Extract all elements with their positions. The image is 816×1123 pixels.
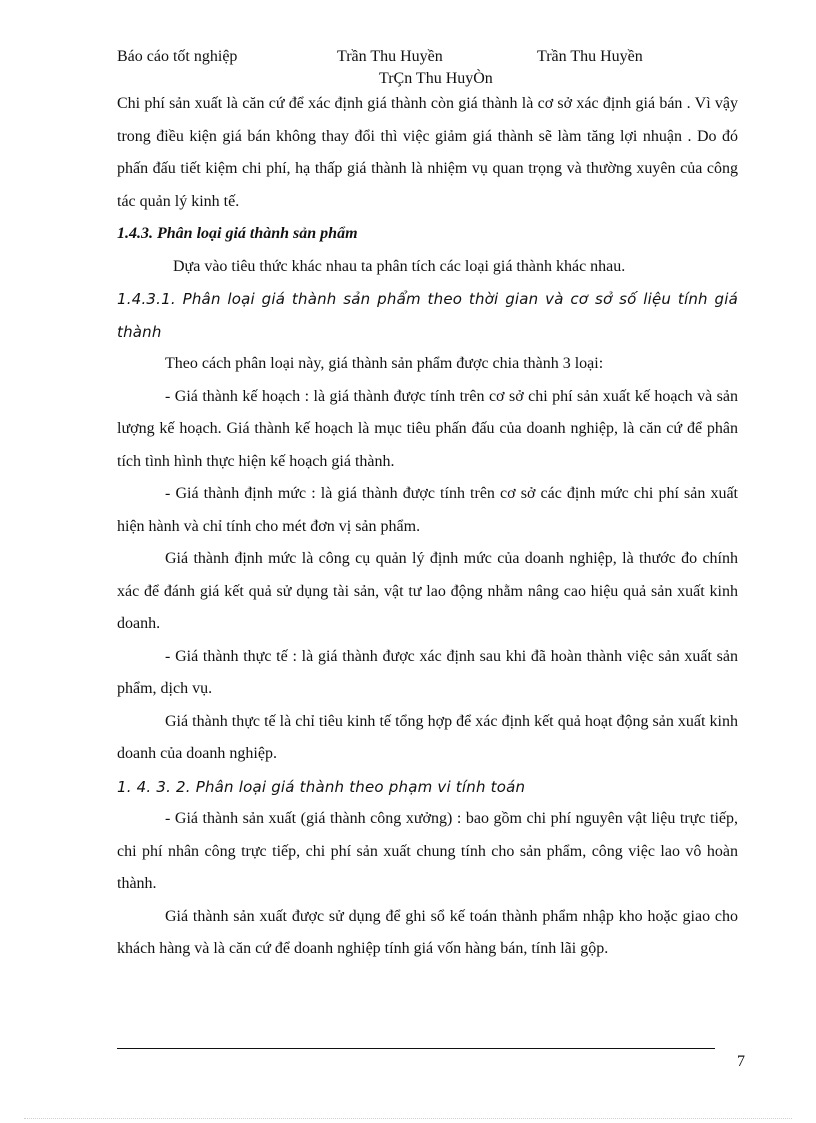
header-author-name-duplicate: Trần Thu Huyền	[537, 48, 643, 65]
paragraph-standard-cost: - Giá thành định mức : là giá thành được tính trên cơ sở các định mức chi phí sản xuất hiện hành và chỉ tính cho mét đơn vị sản phẩm.	[117, 485, 738, 535]
paragraph-actual-cost-detail: Giá thành thực tế là chỉ tiêu kinh tế tổng hợp để xác định kết quả hoạt động sản xuất kinh doanh của doanh nghiệp.	[117, 712, 738, 762]
paragraph-production-cost-usage: Giá thành sản xuất được sử dụng để ghi sổ kế toán thành phẩm nhập kho hoặc giao cho khách hàng và là căn cứ để doanh nghiệp tính giá vốn hàng bán, tính lãi gộp.	[117, 907, 738, 957]
paragraph-planned-cost: - Giá thành kế hoạch : là giá thành được tính trên cơ sở chi phí sản xuất kế hoạch và sản lượng kế hoạch. Giá thành kế hoạch là mục tiêu phấn đấu của doanh nghiệp, là căn cứ để phân tích tình hình thực hiện kế hoạch giá thành.	[117, 387, 738, 470]
paragraph-basis: Dựa vào tiêu thức khác nhau ta phân tích các loại giá thành khác nhau.	[173, 257, 626, 275]
header-report-title: Báo cáo tốt nghiệp	[117, 48, 238, 65]
paragraph-standard-cost-detail: Giá thành định mức là công cụ quản lý định mức của doanh nghiệp, là thước đo chính xác để đánh giá kết quả sử dụng tài sản, vật tư lao động nhằm nâng cao hiệu quả sản xuất kinh doanh.	[117, 550, 738, 632]
page-number: 7	[737, 1053, 745, 1070]
paragraph-intro: Chi phí sản xuất là căn cứ để xác định giá thành còn giá thành là cơ sở xác định giá bán . Vì vậy trong điều kiện giá bán không thay đổi thì việc giảm giá thành sẽ làm tăng lợi nhuận . Do đó phấn đấu tiết kiệm chi phí, hạ thấp giá thành là nhiệm vụ quan trọng và thường xuyên của công tác quản lý kinh tế.	[117, 95, 738, 210]
paragraph-classification: Theo cách phân loại này, giá thành sản phẩm được chia thành 3 loại:	[165, 355, 604, 372]
footer-divider	[117, 1048, 715, 1049]
section-heading-1-4-3: 1.4.3. Phân loại giá thành sản phẩm	[117, 225, 358, 242]
header-author-name-garbled: TrÇn Thu HuyÒn	[379, 70, 493, 87]
subsection-heading-1-4-3-2: 1. 4. 3. 2. Phân loại giá thành theo phạm vi tính toán	[117, 777, 526, 796]
paragraph-production-cost: - Giá thành sản xuất (giá thành công xưởng) : bao gồm chi phí nguyên vật liệu trực tiếp, chi phí nhân công trực tiếp, chi phí sản xuất chung tính cho sản phẩm, công việc lao vô hoàn thành.	[117, 810, 738, 892]
page-bottom-edge	[24, 1118, 792, 1119]
subsection-heading-1-4-3-1: 1.4.3.1. Phân loại giá thành sản phẩm theo thời gian và cơ sở số liệu tính giá thành	[117, 290, 738, 341]
paragraph-actual-cost: - Giá thành thực tế : là giá thành được xác định sau khi đã hoàn thành việc sản xuất sản phẩm, dịch vụ.	[117, 647, 738, 697]
header-author-name: Trần Thu Huyền	[337, 48, 443, 65]
document-body	[117, 88, 738, 966]
